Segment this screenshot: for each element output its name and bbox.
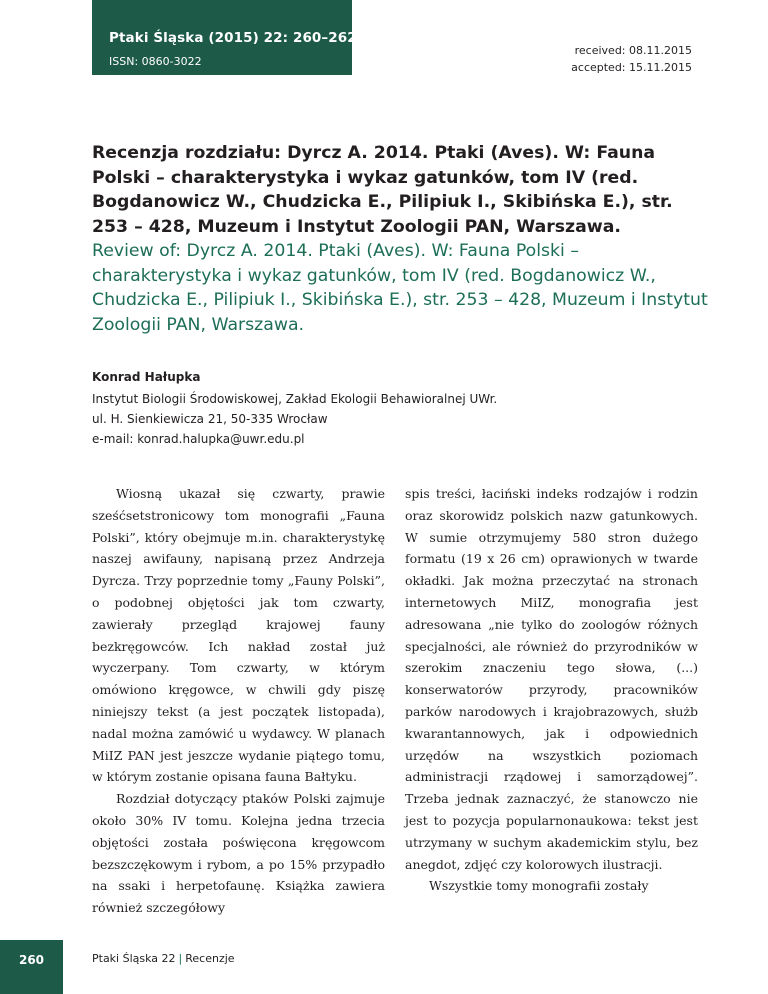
paragraph: Wszystkie tomy monografii zostały [429, 878, 649, 894]
received-date: received: 08.11.2015 [574, 44, 692, 57]
author-address: ul. H. Sienkiewicza 21, 50-335 Wrocław [92, 412, 328, 426]
paragraph: Wiosną ukazał się czwarty, prawie sześćsetstronicowy tom monografii „Fauna Polski”, który obejmuje m.in. charakterystykę naszej awifauny, napisaną przez Andrzeja Dyrcza. Trzy poprzednie tomy „Fauny Polski”, o podobnej objętości jak tom czwarty, zawierały przegląd krajowej fauny bezkręgowców. Ich nakład został już wyczerpany. Tom czwarty, w którym omówiono kręgowce, w chwili gdy piszę niniejszy tekst (a jest początek listopada), nadal można zamówić u wydawcy. W planach MiIZ PAN jest jeszcze wydanie piątego tomu, w którym zostanie opisana fauna Bałtyku. [92, 486, 385, 785]
article-titles [92, 141, 712, 337]
page-number: 260 [0, 940, 63, 980]
author-affiliation: Instytut Biologii Środowiskowej, Zakład Ekologii Behawioralnej UWr. [92, 392, 498, 406]
footer-journal: Ptaki Śląska 22 [92, 952, 176, 965]
accepted-date: accepted: 15.11.2015 [571, 61, 692, 74]
body-column-left [92, 483, 385, 919]
journal-citation: Ptaki Śląska (2015) 22: 260–262 [109, 30, 357, 46]
title-polish: Recenzja rozdziału: Dyrcz A. 2014. Ptaki (Aves). W: Fauna Polski – charakterystyka i wykaz gatunków, tom IV (red. Bogdanowicz W., Chudzicka E., Pilipiuk I., Skibińska E.), str. 253 – 428, Muzeum i Instytut Zoologii PAN, Warszawa. [92, 143, 673, 237]
footer-section: Recenzje [185, 952, 235, 965]
paragraph: Rozdział dotyczący ptaków Polski zajmuje około 30% IV tomu. Kolejna jedna trzecia objętości została poświęcona kręgowcom bezszczękowym i rybom, a po 15% przypadło na ssaki i herpetofaunę. Książka zawiera również szczegółowy [92, 791, 385, 916]
author-name: Konrad Hałupka [92, 370, 201, 384]
paragraph: spis treści, łaciński indeks rodzajów i rodzin oraz skorowidz polskich nazw gatunkowych. W sumie otrzymujemy 580 stron dużego formatu (19 x 26 cm) oprawionych w twarde okładki. Jak można przeczytać na stronach internetowych MiIZ, monografia jest adresowana „nie tylko do zoologów różnych specjalności, ale również do przyrodników w szerokim znaczeniu tego słowa, (...) konserwatorów przyrody, pracowników parków narodowych i krajobrazowych, służb kwarantannowych, jak i odpowiednich urzędów na wszystkich poziomach administracji rządowej i samorządowej”. Trzeba jednak zaznaczyć, że stanowczo nie jest to pozycja popularnonaukowa: tekst jest utrzymany w suchym akademickim stylu, bez anegdot, zdjęć czy kolorowych ilustracji. [405, 486, 698, 872]
footer-separator: | [178, 952, 183, 965]
journal-header-box [92, 0, 357, 75]
author-email: e-mail: konrad.halupka@uwr.edu.pl [92, 432, 305, 446]
author-block [92, 367, 692, 449]
journal-issn: ISSN: 0860-3022 [109, 55, 202, 68]
running-footer [92, 952, 235, 965]
body-column-right [405, 483, 698, 897]
article-dates [571, 42, 692, 76]
title-english: Review of: Dyrcz A. 2014. Ptaki (Aves). W: Fauna Polski – charakterystyka i wykaz gatunków, tom IV (red. Bogdanowicz W., Chudzicka E., Pilipiuk I., Skibińska E.), str. 253 – 428, Muzeum i Instytut Zoologii PAN, Warszawa. [92, 241, 708, 335]
